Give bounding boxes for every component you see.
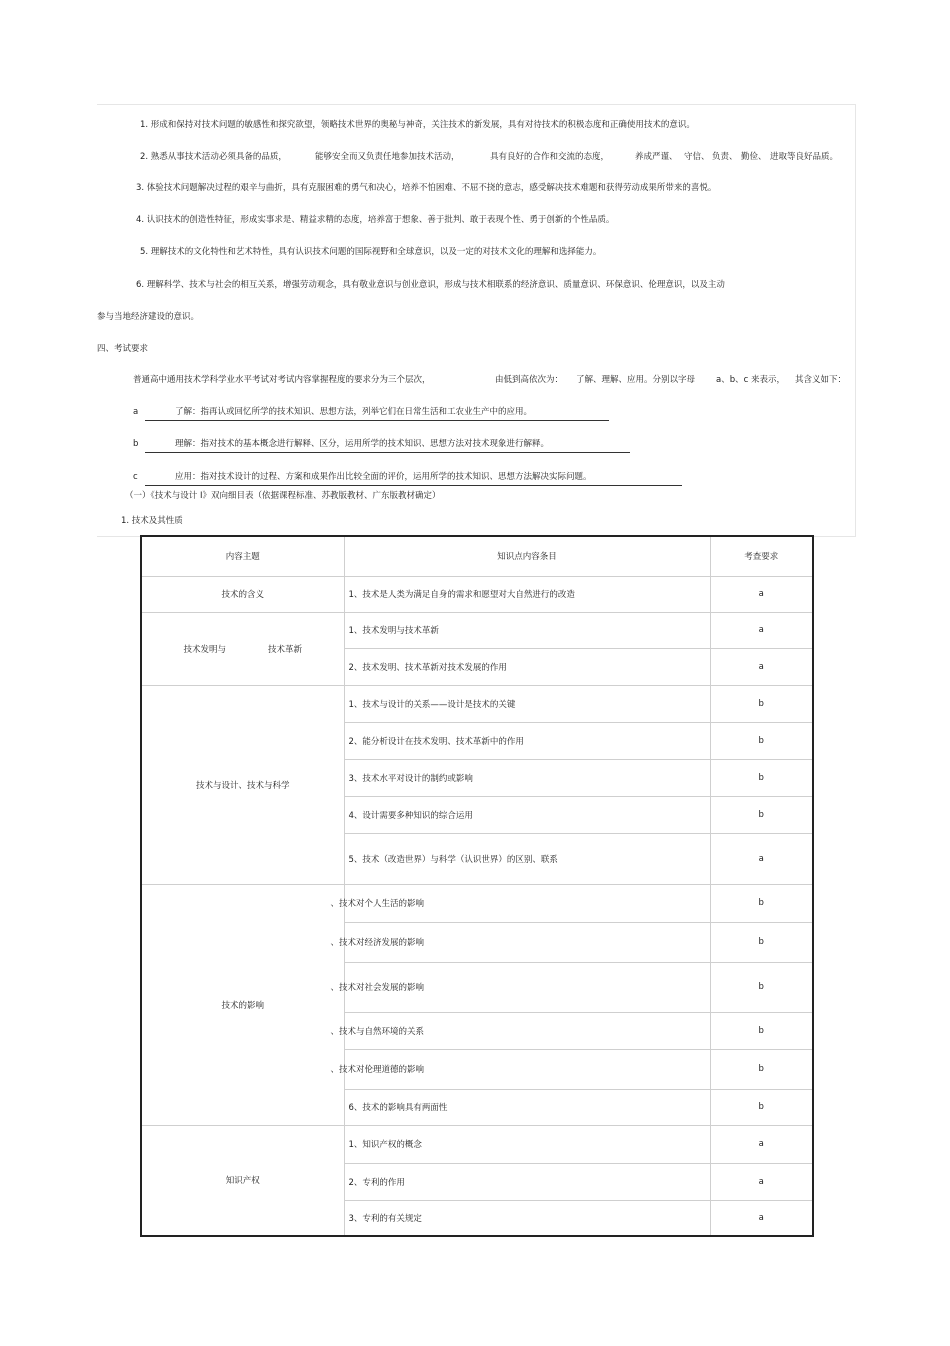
table-row bbox=[141, 1125, 813, 1163]
objective-2-part1: 2. 熟悉从事技术活动必须具备的品质， bbox=[140, 152, 287, 162]
topic-cell: 技术的含义 bbox=[141, 576, 344, 612]
requirement-cell: b bbox=[710, 796, 813, 833]
objective-6: 6. 理解科学、技术与社会的相互关系，增强劳动观念，具有敬业意识与创业意识，形成与技术相联系的经济意识、质量意识、环保意识、伦理意识，以及主动 bbox=[136, 280, 725, 290]
requirement-cell: a bbox=[710, 833, 813, 884]
level-a-letter: a bbox=[133, 407, 139, 417]
requirement-cell: a bbox=[710, 1200, 813, 1236]
objective-2-part3: 具有良好的合作和交流的态度， bbox=[490, 152, 610, 162]
item-cell: 6、技术的影响具有两面性 bbox=[344, 1089, 710, 1125]
item-cell: 2、技术发明、技术革新对技术发展的作用 bbox=[344, 648, 710, 685]
table-caption: （一）《技术与设计 I》双向细目表（依据课程标准、苏教版教材、广东版教材确定） bbox=[125, 491, 441, 501]
table-row bbox=[141, 685, 813, 722]
objective-6-continued: 参与当地经济建设的意识。 bbox=[97, 312, 200, 322]
subsection-title: 1. 技术及其性质 bbox=[121, 516, 183, 526]
objective-2-part8: 进取等良好品质。 bbox=[770, 152, 839, 162]
intro-part1: 普通高中通用技术学科学业水平考试对考试内容掌握程度的要求分为三个层次， bbox=[133, 375, 431, 385]
requirement-cell: a bbox=[710, 648, 813, 685]
requirement-cell: b bbox=[710, 1049, 813, 1089]
intro-part4: a、b、c 来表示， bbox=[716, 375, 785, 385]
item-cell: 5、技术（改造世界）与科学（认识世界）的区别、联系 bbox=[344, 833, 710, 884]
table-row bbox=[141, 576, 813, 612]
topic-cell bbox=[141, 612, 344, 685]
level-c-text: 应用：指对技术设计的过程、方案和成果作出比较全面的评价，运用所学的技术知识、思想方法解决实际问题。 bbox=[175, 472, 592, 482]
topic-cell: 技术与设计、技术与科学 bbox=[141, 685, 344, 884]
objective-4: 4. 认识技术的创造性特征，形成实事求是、精益求精的态度，培养富于想象、善于批判、敢于表现个性、勇于创新的个性品质。 bbox=[136, 215, 615, 225]
item-cell: 1、知识产权的概念 bbox=[344, 1125, 710, 1163]
requirement-cell: a bbox=[710, 1125, 813, 1163]
item-text: 、技术对伦理道德的影响 bbox=[330, 1065, 425, 1075]
requirement-cell: b bbox=[710, 962, 813, 1012]
section-heading: 四、考试要求 bbox=[97, 344, 149, 354]
objective-3: 3. 体验技术问题解决过程的艰辛与曲折，具有克服困难的勇气和决心，培养不怕困难、不屈不挠的意志，感受解决技术难题和获得劳动成果所带来的喜悦。 bbox=[136, 183, 717, 193]
objective-2-part4: 养成严谨、 bbox=[635, 152, 678, 162]
table-row bbox=[141, 884, 813, 922]
intro-part5: 其含义如下： bbox=[795, 375, 847, 385]
intro-part2: 由低到高依次为： bbox=[495, 375, 564, 385]
item-cell: 1、技术是人类为满足自身的需求和愿望对大自然进行的改造 bbox=[344, 576, 710, 612]
item-cell: 1、技术与设计的关系——设计是技术的关键 bbox=[344, 685, 710, 722]
item-cell bbox=[330, 922, 710, 962]
objective-5: 5. 理解技术的文化特性和艺术特性，具有认识技术问题的国际视野和全球意识，以及一定的对技术文化的理解和选择能力。 bbox=[140, 247, 602, 257]
table-header-row bbox=[141, 536, 813, 576]
requirement-cell: a bbox=[710, 576, 813, 612]
header-topic: 内容主题 bbox=[141, 536, 344, 576]
item-cell: 2、能分析设计在技术发明、技术革新中的作用 bbox=[344, 722, 710, 759]
requirement-cell: b bbox=[710, 759, 813, 796]
topic-cell: 技术的影响 bbox=[141, 884, 344, 1125]
item-cell bbox=[330, 884, 710, 922]
header-item: 知识点内容条目 bbox=[344, 536, 710, 576]
level-a-text: 了解：指再认或回忆所学的技术知识、思想方法，列举它们在日常生活和工农业生产中的应用。 bbox=[175, 407, 533, 417]
requirement-cell: b bbox=[710, 884, 813, 922]
requirement-cell: b bbox=[710, 722, 813, 759]
objectives-table bbox=[140, 535, 814, 1237]
item-cell: 3、专利的有关规定 bbox=[344, 1200, 710, 1236]
intro-part3: 了解、理解、应用。分别以字母 bbox=[576, 375, 696, 385]
item-text: 、技术对社会发展的影响 bbox=[330, 983, 425, 993]
objective-2-part2: 能够安全而又负责任地参加技术活动， bbox=[315, 152, 460, 162]
level-c-underline bbox=[145, 485, 682, 486]
requirement-cell: a bbox=[710, 1163, 813, 1200]
table-row bbox=[141, 612, 813, 648]
topic-cell: 知识产权 bbox=[141, 1125, 344, 1236]
item-cell: 4、设计需要多种知识的综合运用 bbox=[344, 796, 710, 833]
requirement-cell: a bbox=[710, 612, 813, 648]
level-b-underline bbox=[145, 452, 630, 453]
topic-label-part1: 技术发明与 bbox=[183, 644, 226, 655]
item-cell: 3、技术水平对设计的制约或影响 bbox=[344, 759, 710, 796]
item-cell bbox=[330, 1049, 710, 1089]
requirement-cell: b bbox=[710, 685, 813, 722]
header-requirement: 考查要求 bbox=[710, 536, 813, 576]
item-text: 、技术对个人生活的影响 bbox=[330, 899, 425, 909]
level-b-text: 理解：指对技术的基本概念进行解释、区分，运用所学的技术知识、思想方法对技术现象进行解释。 bbox=[175, 439, 550, 449]
level-a-underline bbox=[145, 420, 609, 421]
level-b-letter: b bbox=[133, 439, 139, 449]
requirement-cell: b bbox=[710, 922, 813, 962]
item-text: 、技术对经济发展的影响 bbox=[330, 938, 425, 948]
item-cell bbox=[330, 962, 710, 1012]
objective-2-part5: 守信、 bbox=[684, 152, 710, 162]
objective-2-part7: 勤俭、 bbox=[741, 152, 767, 162]
item-cell bbox=[330, 1012, 710, 1049]
requirement-cell: b bbox=[710, 1012, 813, 1049]
objective-1: 1. 形成和保持对技术问题的敏感性和探究欲望，领略技术世界的奥秘与神奇，关注技术的新发展，具有对待技术的积极态度和正确使用技术的意识。 bbox=[140, 120, 695, 130]
level-c-letter: c bbox=[133, 472, 138, 482]
item-cell: 1、技术发明与技术革新 bbox=[344, 612, 710, 648]
topic-label-part2: 技术革新 bbox=[268, 644, 303, 655]
requirement-cell: b bbox=[710, 1089, 813, 1125]
objective-2-part6: 负责、 bbox=[712, 152, 738, 162]
item-cell: 2、专利的作用 bbox=[344, 1163, 710, 1200]
item-text: 、技术与自然环境的关系 bbox=[330, 1026, 425, 1037]
